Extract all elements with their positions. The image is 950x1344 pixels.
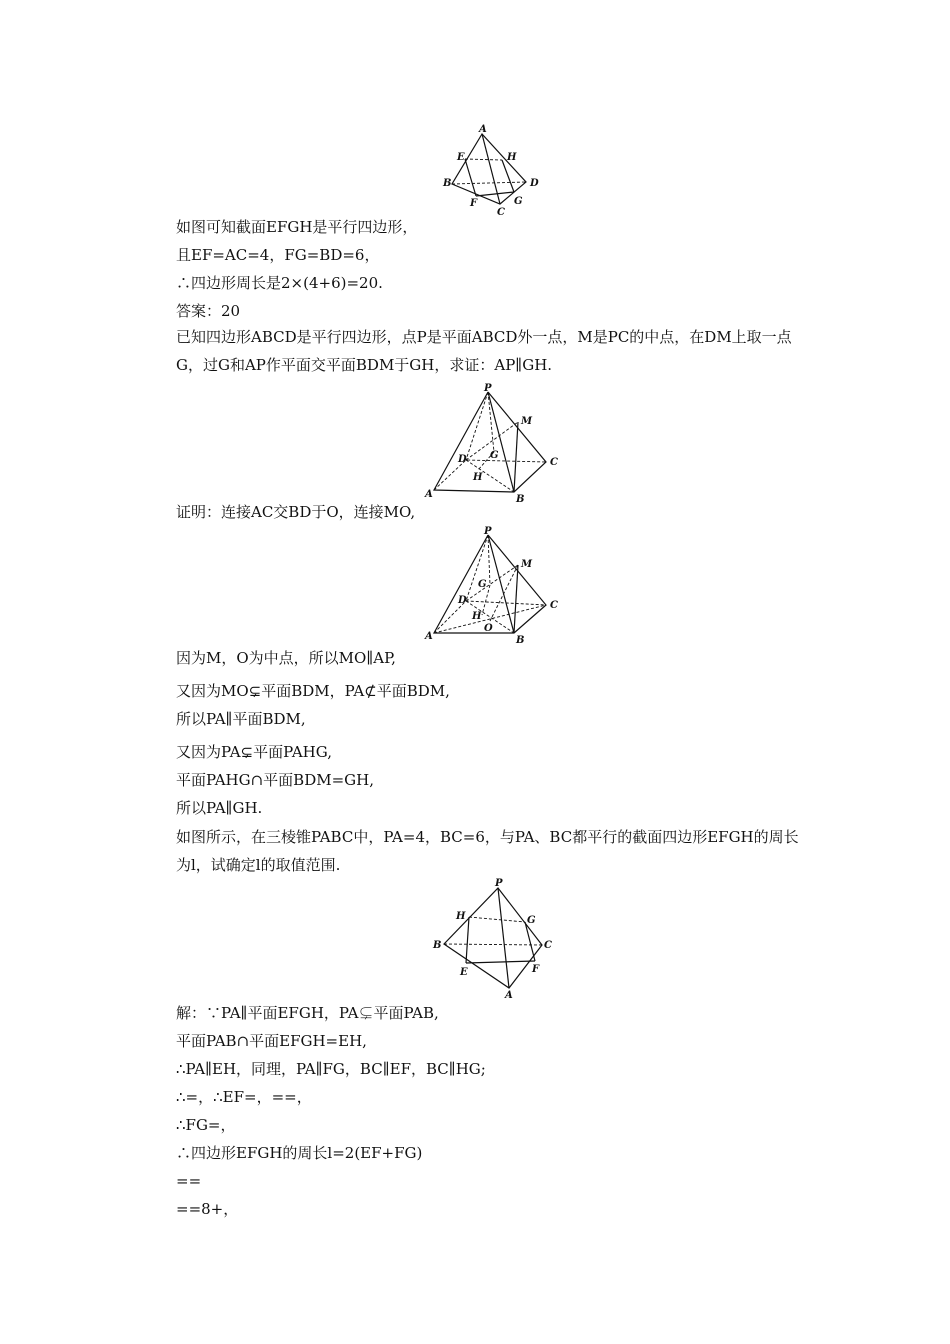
label-G: G xyxy=(514,196,523,207)
pyramid-figure-2 xyxy=(420,382,570,504)
text-line: 又因为MO⊊平面BDM，PA⊄平面BDM, xyxy=(176,682,450,700)
text-line: 所以PA∥GH. xyxy=(176,799,263,817)
label-H: H xyxy=(473,472,483,483)
label-G: G xyxy=(478,579,487,590)
problem-statement xyxy=(146,323,806,379)
problem-text: 已知四边形ABCD是平行四边形，点P是平面ABCD外一点，M是PC的中点，在DM上取一点G，过G和AP作平面交平面BDM于GH，求证：AP∥GH. xyxy=(176,328,792,374)
label-C: C xyxy=(550,600,558,611)
text-line: 因为M，O为中点，所以MO∥AP, xyxy=(176,649,396,667)
label-M: M xyxy=(521,559,533,570)
text-line: 平面PAB∩平面EFGH=EH, xyxy=(176,1032,367,1050)
label-P: P xyxy=(484,383,492,394)
label-H: H xyxy=(507,152,517,163)
label-D: D xyxy=(458,595,467,606)
text-line: 如图可知截面EFGH是平行四边形， xyxy=(176,218,418,236)
label-A: A xyxy=(505,990,513,1001)
text-line: ∴PA∥EH，同理，PA∥FG，BC∥EF，BC∥HG; xyxy=(176,1060,486,1078)
label-F: F xyxy=(532,964,540,975)
text-line: ∴=，∴EF=，==， xyxy=(176,1088,312,1106)
label-F: F xyxy=(470,198,478,209)
label-B: B xyxy=(433,940,442,951)
text-line: 证明：连接AC交BD于O，连接MO, xyxy=(176,503,416,521)
label-C: C xyxy=(550,457,558,468)
label-A: A xyxy=(425,631,433,642)
label-B: B xyxy=(443,178,452,189)
label-G: G xyxy=(490,450,499,461)
text-line: ∴四边形EFGH的周长l=2(EF+FG) xyxy=(176,1144,423,1162)
label-B: B xyxy=(516,494,525,504)
label-M: M xyxy=(521,416,533,427)
label-B: B xyxy=(516,635,525,646)
label-H: H xyxy=(456,911,466,922)
text-line: ∴FG=， xyxy=(176,1116,236,1134)
pyramid-figure-3 xyxy=(420,525,570,647)
triangular-pyramid-figure-4 xyxy=(425,876,560,1001)
label-P: P xyxy=(484,526,492,537)
text-line: 又因为PA⊊平面PAHG, xyxy=(176,743,332,761)
problem-statement xyxy=(146,823,806,879)
text-line: 且EF=AC=4，FG=BD=6， xyxy=(176,246,380,264)
text-line: == xyxy=(176,1172,202,1190)
text-line: 答案：20 xyxy=(176,302,241,320)
tetrahedron-section-figure-1 xyxy=(440,122,550,222)
label-C: C xyxy=(497,207,505,218)
label-P: P xyxy=(495,878,503,889)
label-D: D xyxy=(458,454,467,465)
text-line: 所以PA∥平面BDM, xyxy=(176,710,306,728)
text-line: ∴四边形周长是2×(4+6)=20. xyxy=(176,274,383,292)
label-E: E xyxy=(457,152,465,163)
label-G: G xyxy=(527,915,536,926)
label-D: D xyxy=(530,178,539,189)
label-A: A xyxy=(425,489,433,500)
label-H: H xyxy=(472,611,482,622)
text-line: 平面PAHG∩平面BDM=GH, xyxy=(176,771,374,789)
label-C: C xyxy=(544,940,552,951)
text-line: 解：∵PA∥平面EFGH，PA⊊平面PAB, xyxy=(176,1004,439,1022)
problem-text: 如图所示，在三棱锥PABC中，PA=4，BC=6，与PA、BC都平行的截面四边形EFGH的周长为l，试确定l的取值范围. xyxy=(176,828,799,874)
label-E: E xyxy=(460,967,468,978)
text-line: ==8+， xyxy=(176,1200,239,1218)
label-O: O xyxy=(484,623,493,634)
label-A: A xyxy=(479,124,487,135)
